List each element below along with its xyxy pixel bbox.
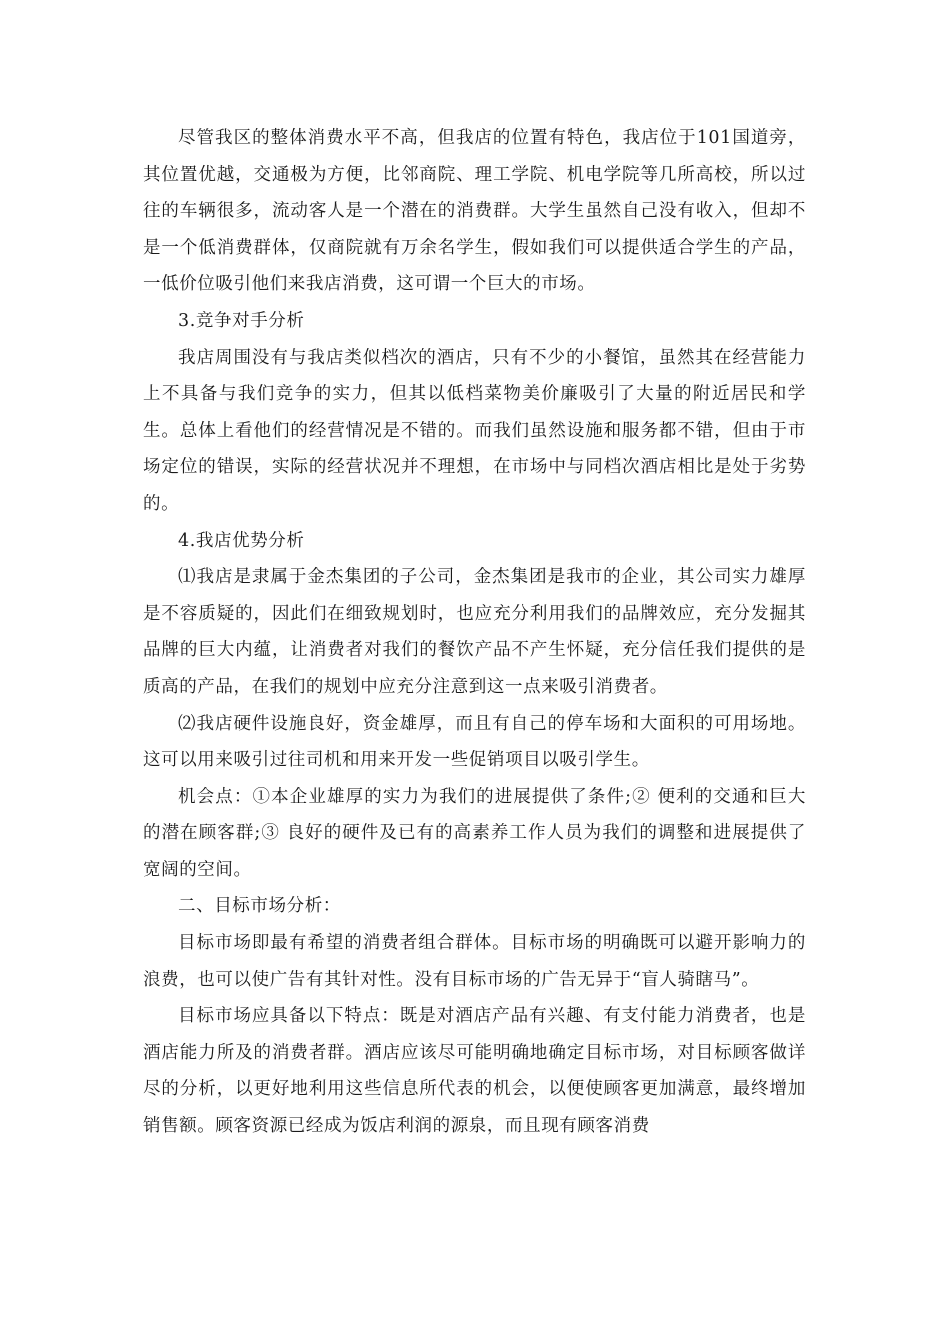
paragraph-opportunities: 机会点：①本企业雄厚的实力为我们的进展提供了条件;② 便利的交通和巨大的潜在顾客群;③ 良好的硬件及已有的高素养工作人员为我们的调整和进展提供了宽阔的空间。 [143,786,806,880]
paragraph-advantage-1: ⑴我店是隶属于金杰集团的子公司，金杰集团是我市的企业，其公司实力雄厚是不容质疑的，因此们在细致规划时，也应充分利用我们的品牌效应，充分发掘其品牌的巨大内蕴，让消费者对我们的餐饮产品不产生怀疑，充分信任我们提供的是质高的产品，在我们的规划中应充分注意到这一点来吸引消费者。 [143,567,806,697]
paragraph-target-features: 目标市场应具备以下特点：既是对酒店产品有兴趣、有支付能力消费者，也是酒店能力所及的消费者群。酒店应该尽可能明确地确定目标市场，对目标顾客做详尽的分析，以更好地利用这些信息所代表的机会，以便使顾客更加满意，最终增加销售额。顾客资源已经成为饭店利润的源泉，而且现有顾客消费 [143,1006,806,1137]
heading-competitor-analysis: 3.竞争对手分析 [178,310,305,331]
paragraph-advantage-2: ⑵我店硬件设施良好，资金雄厚，而且有自己的停车场和大面积的可用场地。这可以用来吸引过往司机和用来开发一些促销项目以吸引学生。 [143,713,806,771]
paragraph-competitors: 我店周围没有与我店类似档次的酒店，只有不少的小餐馆，虽然其在经营能力上不具备与我们竞争的实力，但其以低档菜物美价廉吸引了大量的附近居民和学生。总体上看他们的经营情况是不错的。而我们虽然设施和服务都不错，但由于市场定位的错误，实际的经营状况并不理想，在市场中与同档次酒店相比是处于劣势的。 [143,347,806,514]
paragraph-location: 尽管我区的整体消费水平不高，但我店的位置有特色，我店位于101国道旁，其位置优越，交通极为方便，比邻商院、理工学院、机电学院等几所高校，所以过往的车辆很多，流动客人是一个潜在的消费群。大学生虽然自己没有收入，但却不是一个低消费群体，仅商院就有万余名学生，假如我们可以提供适合学生的产品，一低价位吸引他们来我店消费，这可谓一个巨大的市场。 [143,128,806,295]
document-body [143,120,806,1145]
heading-target-market: 二、目标市场分析： [178,896,341,917]
heading-advantage-analysis: 4.我店优势分析 [178,530,305,551]
paragraph-target-definition: 目标市场即最有希望的消费者组合群体。目标市场的明确既可以避开影响力的浪费，也可以使广告有其针对性。没有目标市场的广告无异于“盲人骑瞎马”。 [143,933,806,990]
